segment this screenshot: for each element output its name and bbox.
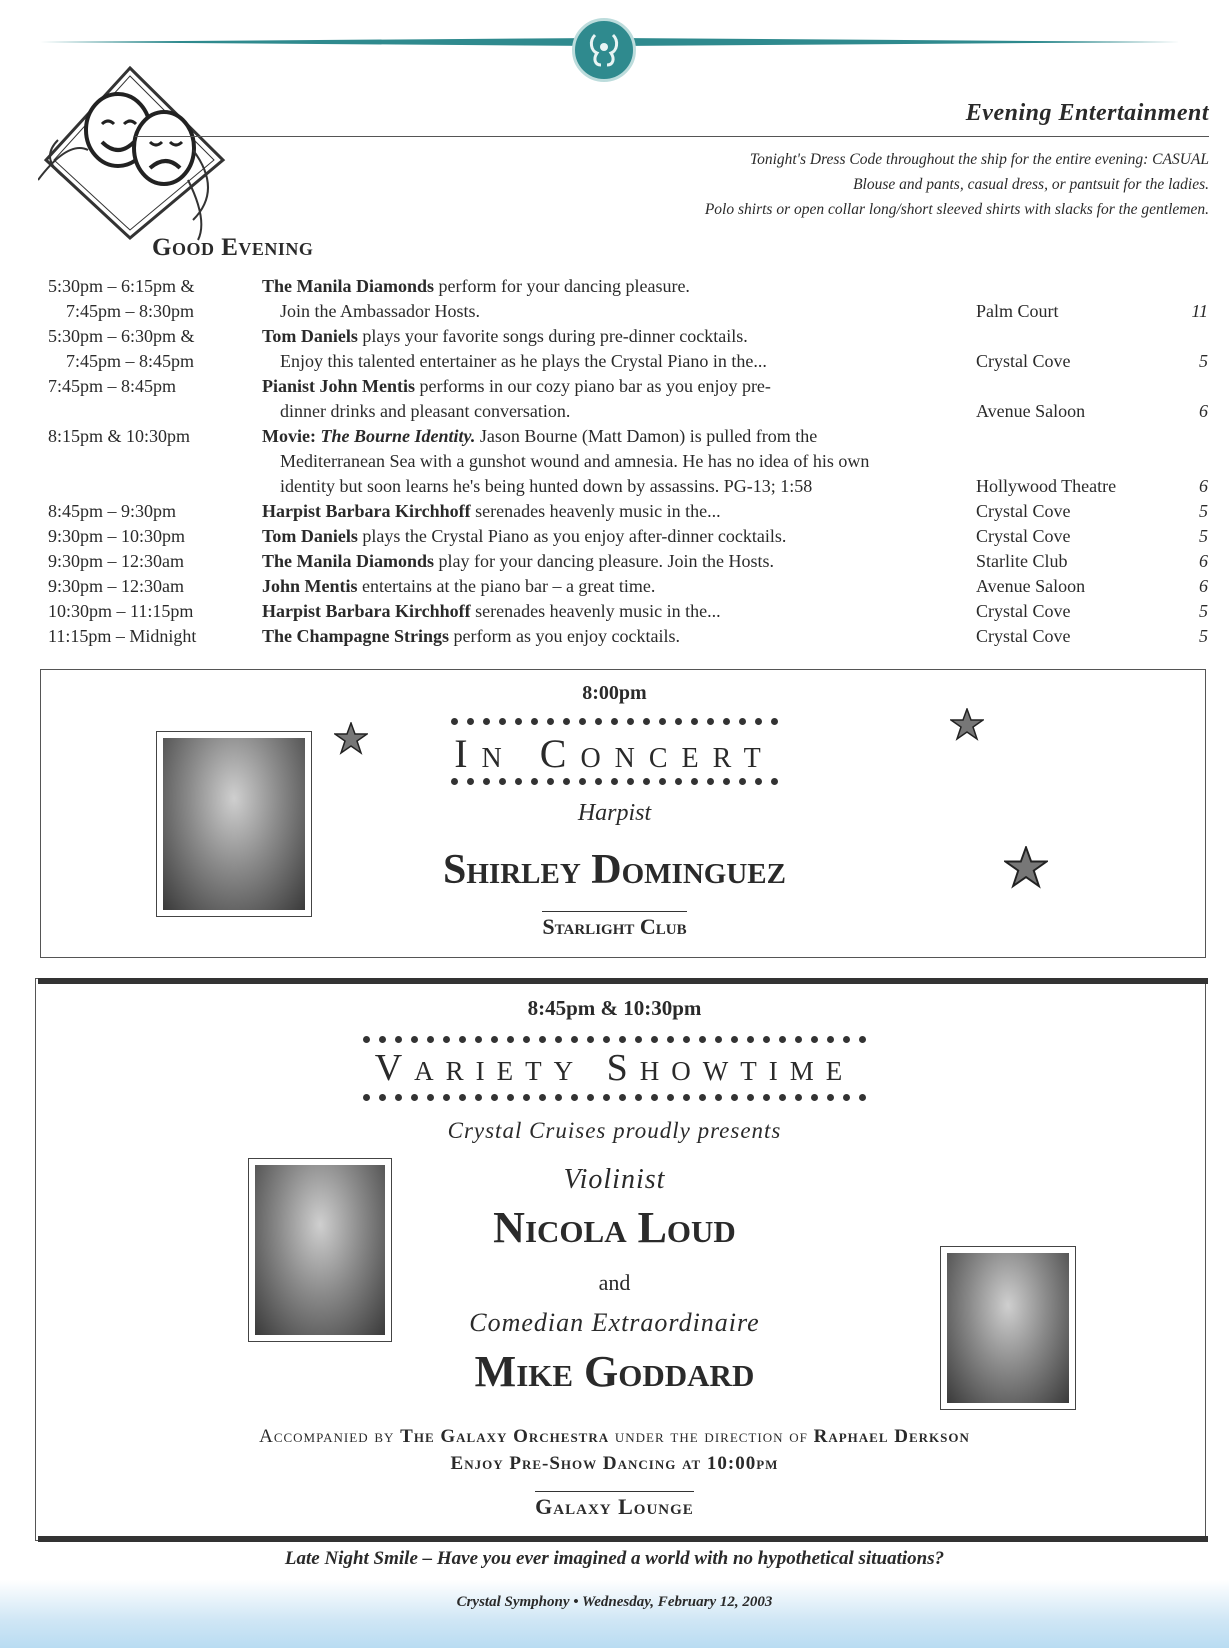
dot [691,778,698,785]
schedule-item: 9:30pm – 12:30am The Manila Diamonds play for your dancing pleasure. Join the Hosts. Starlite Club 6 [48,551,1208,571]
dot [707,778,714,785]
harpist-photo [156,731,312,917]
dot [571,1036,578,1043]
concert-role: Harpist [577,800,652,826]
dot [555,1094,562,1101]
dot [515,718,522,725]
dot [643,718,650,725]
dot [651,1094,658,1101]
concert-venue: Starlight Club [0,914,1229,940]
dress-code-line-3: Polo shirts or open collar long/short sleeved shirts with slacks for the gentlemen. [704,201,1209,218]
dress-code-line-2: Blouse and pants, casual dress, or pantsuit for the ladies. [853,176,1209,193]
dot [611,718,618,725]
dot [763,1036,770,1043]
dot [675,778,682,785]
variety-time: 8:45pm & 10:30pm [527,996,702,1020]
dot [779,1094,786,1101]
dot [643,778,650,785]
comedian-name: Mike Goddard [474,1347,755,1396]
schedule-item: 9:30pm – 12:30am John Mentis entertains at the piano bar – a great time. Avenue Saloon 6 [48,576,1208,596]
dot [627,718,634,725]
dot [715,1094,722,1101]
violinist-photo [248,1158,392,1342]
dot [579,778,586,785]
good-evening-heading: Good Evening [152,234,314,261]
concert-time: 8:00pm [582,682,647,704]
dot [507,1036,514,1043]
dot [843,1036,850,1043]
dot [715,1036,722,1043]
dot [619,1036,626,1043]
dot [395,1036,402,1043]
dot [691,718,698,725]
dot [547,778,554,785]
dot [587,1036,594,1043]
schedule-item: 8:15pm & 10:30pm Movie: The Bourne Identity. Jason Bourne (Matt Damon) is pulled from the Mediterranean Sea with a gunshot wound and amnesia. He has no idea of his own identity but soon learns he's being hunted down by assassins. PG-13; 1:58 Hollywood Theatre 6 [48,426,1208,496]
dot [723,778,730,785]
dot [843,1094,850,1101]
dot [563,718,570,725]
dot [755,778,762,785]
dot [587,1094,594,1101]
dot [811,1094,818,1101]
dot [363,1036,370,1043]
dot [579,718,586,725]
dot [539,1094,546,1101]
dot [731,1036,738,1043]
schedule-list [48,274,1208,649]
dot [483,718,490,725]
dot [739,778,746,785]
dot [675,718,682,725]
dot [603,1094,610,1101]
schedule-item: 8:45pm – 9:30pm Harpist Barbara Kirchhoff serenades heavenly music in the... Crystal Cove 5 [48,501,1208,521]
dot [635,1094,642,1101]
dot [459,1094,466,1101]
dot [699,1036,706,1043]
dot [531,718,538,725]
dress-code-line-1: Tonight's Dress Code throughout the ship for the entire evening: CASUAL [749,151,1209,168]
dot [619,1094,626,1101]
dot [795,1036,802,1043]
schedule-item: 5:30pm – 6:15pm & The Manila Diamonds perform for your dancing pleasure. 7:45pm – 8:30pm Join the Ambassador Hosts. Palm Court 11 [48,276,1208,321]
variety-bottom-bar [38,1536,1208,1542]
dots-divider [0,712,1229,730]
schedule-item: 7:45pm – 8:45pm Pianist John Mentis performs in our cozy piano bar as you enjoy pre- dinner drinks and pleasant conversation. Avenue Saloon 6 [48,376,1208,421]
dot [627,778,634,785]
dot [467,778,474,785]
dot [499,718,506,725]
dot [539,1036,546,1043]
variety-venue: Galaxy Lounge [0,1494,1229,1520]
dot [659,718,666,725]
dot [571,1094,578,1101]
dot [427,1094,434,1101]
and-text: and [598,1270,631,1295]
dot [827,1036,834,1043]
dot [747,1094,754,1101]
dot [491,1036,498,1043]
dot [603,1036,610,1043]
dot [683,1036,690,1043]
dot [667,1036,674,1043]
dot [475,1036,482,1043]
variety-top-bar [38,978,1208,984]
dot [379,1036,386,1043]
dot [363,1094,370,1101]
comedian-photo [940,1246,1076,1410]
theatre-masks-icon [38,60,238,245]
dot [739,718,746,725]
footer-band [0,1580,1229,1648]
dot [523,1036,530,1043]
dot [427,1036,434,1043]
dot [411,1094,418,1101]
concert-performer: Shirley Dominguez [443,847,786,893]
comedian-role: Comedian Extraordinaire [469,1308,760,1337]
variety-title: Variety Showtime [374,1047,855,1089]
dot [451,718,458,725]
dot [811,1036,818,1043]
dot [595,778,602,785]
dot [795,1094,802,1101]
dot [859,1036,866,1043]
dot [475,1094,482,1101]
schedule-item: 9:30pm – 10:30pm Tom Daniels plays the Crystal Piano as you enjoy after-dinner cocktails. Crystal Cove 5 [48,526,1208,546]
dot [459,1036,466,1043]
dot [763,1094,770,1101]
dot [555,1036,562,1043]
dot [491,1094,498,1101]
dot [699,1094,706,1101]
dot [651,1036,658,1043]
dot [707,718,714,725]
section-title: Evening Entertainment [965,100,1209,126]
dot [395,1094,402,1101]
accompaniment-line: Accompanied by The Galaxy Orchestra under the direction of Raphael Derkson [259,1426,970,1447]
dots-divider [0,1088,1229,1106]
concert-title: In Concert [454,731,775,776]
header-rule [135,136,1209,137]
dot [547,718,554,725]
dot [507,1094,514,1101]
schedule-item: 5:30pm – 6:30pm & Tom Daniels plays your favorite songs during pre-dinner cocktails. 7:45pm – 8:45pm Enjoy this talented entertainer as he plays the Crystal Piano in the... Crystal Cove 5 [48,326,1208,371]
seahorse-emblem-icon [572,18,636,82]
dot [755,718,762,725]
dot [747,1036,754,1043]
dot [443,1094,450,1101]
dot [731,1094,738,1101]
star-icon [950,708,984,742]
schedule-item: 11:15pm – Midnight The Champagne Strings perform as you enjoy cocktails. Crystal Cove 5 [48,626,1208,646]
dot [779,1036,786,1043]
dot [611,778,618,785]
dot [531,778,538,785]
dot [379,1094,386,1101]
late-night-smile: Late Night Smile – Have you ever imagined a world with no hypothetical situations? [284,1548,945,1569]
preshow-line: Enjoy Pre-Show Dancing at 10:00pm [450,1453,779,1474]
violinist-role: Violinist [563,1164,666,1195]
dot [723,718,730,725]
dot [667,1094,674,1101]
dot [443,1036,450,1043]
dot [483,778,490,785]
dot [451,778,458,785]
star-icon [1004,846,1048,890]
dot [563,778,570,785]
dot [523,1094,530,1101]
dot [635,1036,642,1043]
dot [499,778,506,785]
footer-text: Crystal Symphony • Wednesday, February 12, 2003 [456,1594,773,1610]
dot [683,1094,690,1101]
dot [515,778,522,785]
violinist-name: Nicola Loud [493,1203,736,1252]
dot [411,1036,418,1043]
schedule-item: 10:30pm – 11:15pm Harpist Barbara Kirchhoff serenades heavenly music in the... Crystal Cove 5 [48,601,1208,621]
dot [659,778,666,785]
dot [827,1094,834,1101]
dot [467,718,474,725]
dot [859,1094,866,1101]
dot [595,718,602,725]
variety-presents: Crystal Cruises proudly presents [447,1118,782,1143]
dot [771,718,778,725]
dot [771,778,778,785]
star-icon [334,722,368,756]
